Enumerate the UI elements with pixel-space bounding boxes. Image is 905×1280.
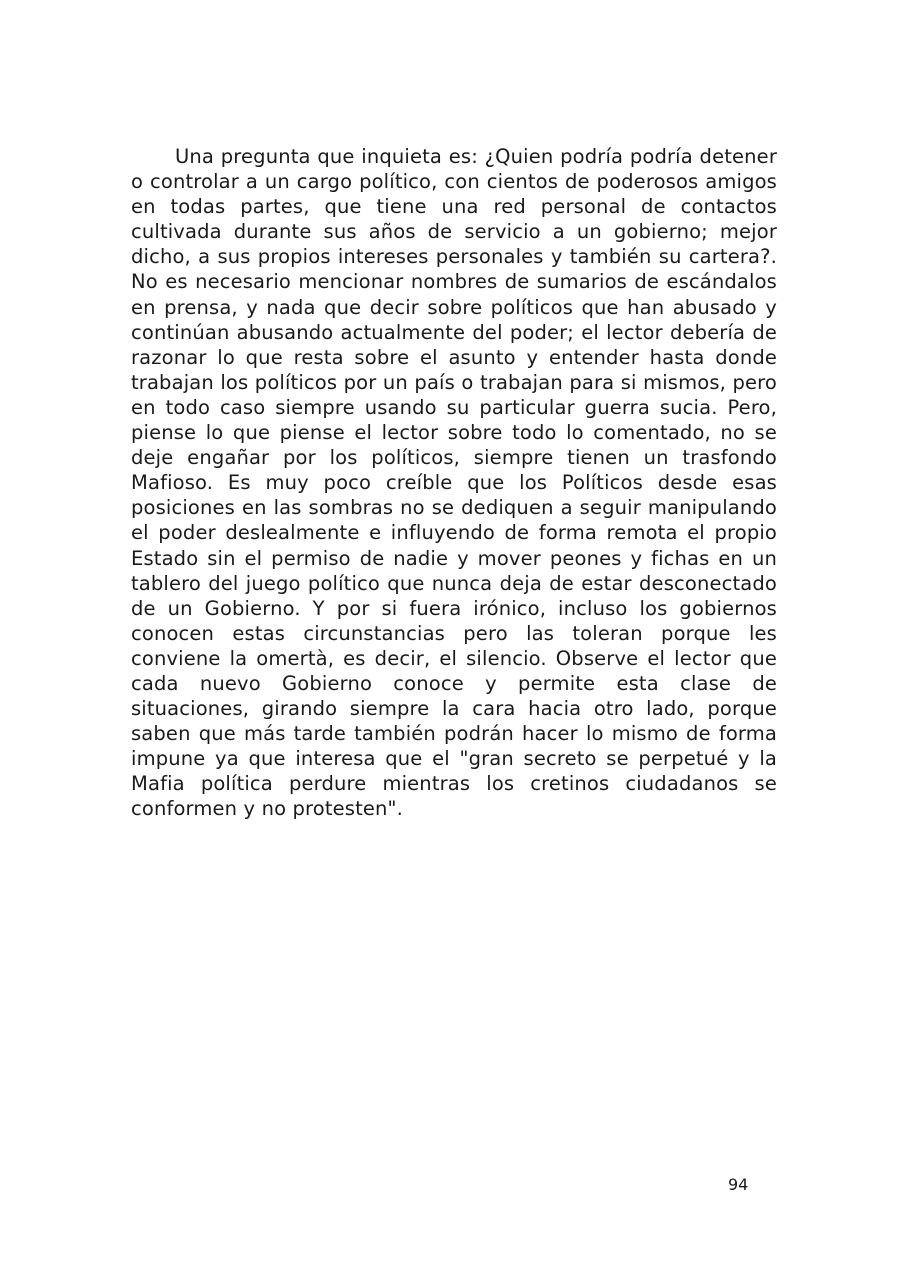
page-number: 94	[728, 1175, 749, 1194]
body-paragraph: Una pregunta que inquieta es: ¿Quien podría podría detener o controlar a un cargo político, con cientos de poderosos amigos en todas partes, que tiene una red personal de contactos cultivada durante sus años de servicio a un gobierno; mejor dicho, a sus propios intereses personales y también su cartera?. No es necesario mencionar nombres de sumarios de escándalos en prensa, y nada que decir sobre políticos que han abusado y continúan abusando actualmente del poder; el lector debería de razonar lo que resta sobre el asunto y entender hasta donde trabajan los políticos por un país o trabajan para si mismos, pero en todo caso siempre usando su particular guerra sucia. Pero, piense lo que piense el lector sobre todo lo comentado, no se deje engañar por los políticos, siempre tienen un trasfondo Mafioso. Es muy poco creíble que los Políticos desde esas posiciones en las sombras no se dediquen a seguir manipulando el poder deslealmente e influyendo de forma remota el propio Estado sin el permiso de nadie y mover peones y fichas en un tablero del juego político que nunca deja de estar desconectado de un Gobierno. Y por si fuera irónico, incluso los gobiernos conocen estas circunstancias pero las toleran porque les conviene la omertà, es decir, el silencio. Observe el lector que cada nuevo Gobierno conoce y permite esta clase de situaciones, girando siempre la cara hacia otro lado, porque saben que más tarde también podrán hacer lo mismo de forma impune ya que interesa que el "gran secreto se perpetué y la Mafia política perdure mientras los cretinos ciudadanos se conformen y no protesten".	[131, 145, 777, 821]
